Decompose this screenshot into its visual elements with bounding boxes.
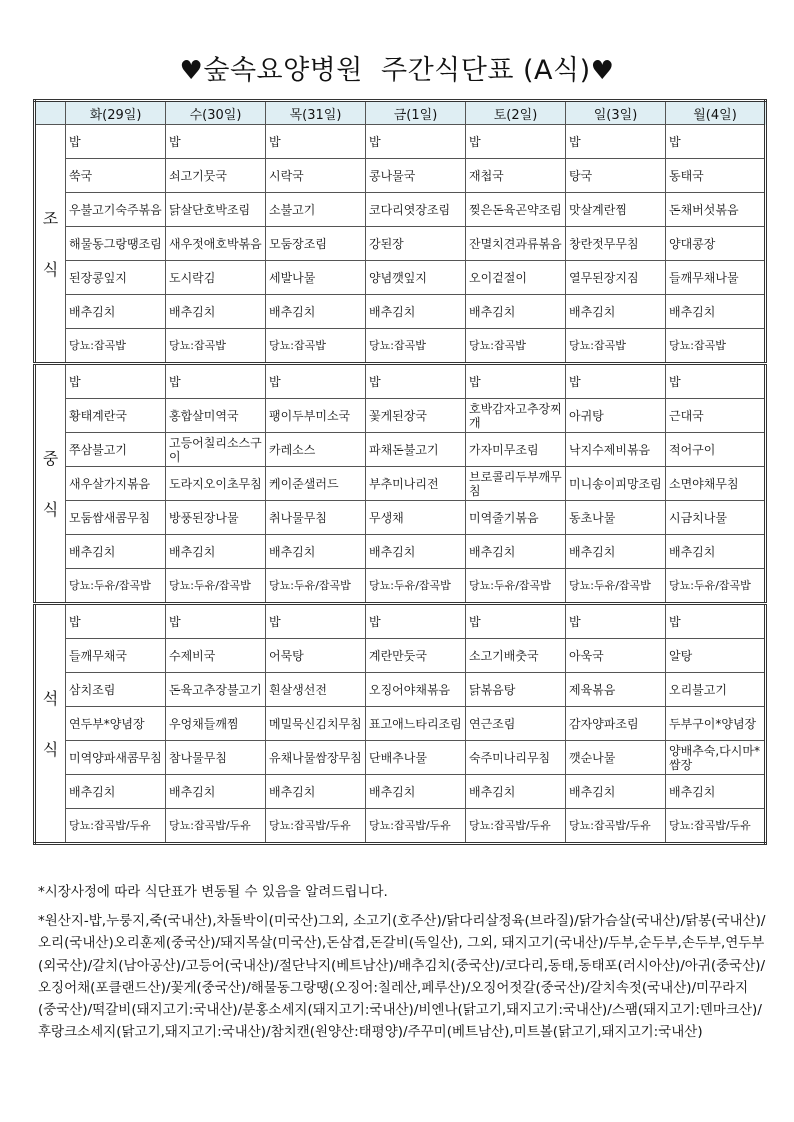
menu-cell: 연근조림 bbox=[466, 707, 566, 741]
menu-cell: 당뇨:잡곡밥/두유 bbox=[166, 809, 266, 844]
menu-cell: 수제비국 bbox=[166, 639, 266, 673]
menu-cell: 우불고기숙주볶음 bbox=[66, 193, 166, 227]
menu-body bbox=[35, 125, 766, 844]
menu-cell: 밥 bbox=[466, 125, 566, 159]
menu-cell: 돈채버섯볶음 bbox=[666, 193, 766, 227]
menu-cell: 밥 bbox=[666, 125, 766, 159]
menu-cell: 계란만둣국 bbox=[366, 639, 466, 673]
menu-cell: 잔멸치견과류볶음 bbox=[466, 227, 566, 261]
menu-cell: 당뇨:잡곡밥/두유 bbox=[366, 809, 466, 844]
menu-cell: 배추김치 bbox=[466, 535, 566, 569]
menu-cell: 미니송이피망조림 bbox=[566, 467, 666, 501]
menu-cell: 배추김치 bbox=[666, 535, 766, 569]
menu-cell: 깻순나물 bbox=[566, 741, 666, 775]
menu-row bbox=[35, 673, 766, 707]
menu-cell: 부추미나리전 bbox=[366, 467, 466, 501]
menu-cell: 당뇨:잡곡밥/두유 bbox=[466, 809, 566, 844]
menu-cell: 해물동그랑땡조림 bbox=[66, 227, 166, 261]
menu-cell: 삼치조림 bbox=[66, 673, 166, 707]
header-corner bbox=[35, 101, 66, 125]
menu-cell: 숙주미나리무침 bbox=[466, 741, 566, 775]
menu-cell: 적어구이 bbox=[666, 433, 766, 467]
meal-label-char: 조 bbox=[42, 208, 59, 228]
menu-row bbox=[35, 329, 766, 364]
menu-cell: 닭볶음탕 bbox=[466, 673, 566, 707]
menu-cell: 모둠쌈새콤무침 bbox=[66, 501, 166, 535]
meal-label-char: 석 bbox=[42, 688, 59, 708]
menu-cell: 파채돈불고기 bbox=[366, 433, 466, 467]
menu-cell: 세발나물 bbox=[266, 261, 366, 295]
menu-cell: 제육볶음 bbox=[566, 673, 666, 707]
menu-cell: 강된장 bbox=[366, 227, 466, 261]
menu-row bbox=[35, 159, 766, 193]
menu-cell: 카레소스 bbox=[266, 433, 366, 467]
menu-cell: 배추김치 bbox=[466, 775, 566, 809]
menu-cell: 밥 bbox=[566, 604, 666, 639]
menu-cell: 배추김치 bbox=[566, 775, 666, 809]
meal-label-char: 식 bbox=[42, 499, 59, 519]
menu-cell: 동초나물 bbox=[566, 501, 666, 535]
menu-cell: 우엉채들깨찜 bbox=[166, 707, 266, 741]
menu-cell: 고등어칠리소스구이 bbox=[166, 433, 266, 467]
menu-cell: 시금치나물 bbox=[666, 501, 766, 535]
menu-cell: 도라지오이초무침 bbox=[166, 467, 266, 501]
menu-cell: 밥 bbox=[66, 364, 166, 399]
heart-icon: ♥ bbox=[590, 56, 615, 86]
menu-cell: 배추김치 bbox=[366, 295, 466, 329]
menu-cell: 당뇨:잡곡밥 bbox=[466, 329, 566, 364]
menu-cell: 당뇨:두유/잡곡밥 bbox=[466, 569, 566, 604]
meal-label bbox=[35, 125, 66, 364]
menu-row bbox=[35, 569, 766, 604]
menu-cell: 밥 bbox=[366, 125, 466, 159]
menu-row bbox=[35, 261, 766, 295]
menu-cell: 배추김치 bbox=[166, 295, 266, 329]
menu-cell: 배추김치 bbox=[466, 295, 566, 329]
menu-cell: 당뇨:잡곡밥/두유 bbox=[66, 809, 166, 844]
menu-cell: 당뇨:잡곡밥/두유 bbox=[666, 809, 766, 844]
menu-cell: 미역양파새콤무침 bbox=[66, 741, 166, 775]
menu-cell: 시락국 bbox=[266, 159, 366, 193]
menu-cell: 흰살생선전 bbox=[266, 673, 366, 707]
menu-cell: 열무된장지짐 bbox=[566, 261, 666, 295]
menu-cell: 밥 bbox=[266, 125, 366, 159]
menu-row bbox=[35, 364, 766, 399]
menu-cell: 맛살계란찜 bbox=[566, 193, 666, 227]
menu-cell: 당뇨:두유/잡곡밥 bbox=[266, 569, 366, 604]
menu-cell: 밥 bbox=[566, 125, 666, 159]
menu-cell: 밥 bbox=[366, 364, 466, 399]
menu-cell: 콩나물국 bbox=[366, 159, 466, 193]
menu-row bbox=[35, 227, 766, 261]
menu-cell: 배추김치 bbox=[566, 535, 666, 569]
menu-cell: 당뇨:잡곡밥 bbox=[366, 329, 466, 364]
origin-text: *원산지-밥,누룽지,죽(국내산),차돌박이(미국산)그외, 소고기(호주산)/닭다리살정육(브라질)/닭가슴살(국내산)/닭봉(국내산)/오리(국내산)오리훈제(중국산)/돼지목살(미국산),돈삼겹,돈갈비(독일산), 그외, 돼지고기(국내산)/두부,순두부,손두부,연두부(외국산)/갈치(남아공산)/고등어(국내산)/절단낙지(베트남산)/배추김치(중국산)/코다리,동태,동태포(러시아산)/아귀(중국산)/오징어채(포클랜드산)/꽃게(중국산)/해물동그랑땡(오징어:칠레산,페루산)/오징어젓갈(중국산)/갈치속젓(국내산)/미꾸라지(중국산)/떡갈비(돼지고기:국내산)/분홍소세지(돼지고기:국내산)/비엔나(닭고기,돼지고기:국내산)/스팸(돼지고기:덴마크산)/후랑크소세지(닭고기,돼지고기:국내산)/참치캔(원양산:태평양)/주꾸미(베트남산),미트볼(닭고기,돼지고기:국내산) bbox=[38, 913, 766, 1041]
menu-cell: 꽃게된장국 bbox=[366, 399, 466, 433]
menu-cell: 당뇨:두유/잡곡밥 bbox=[566, 569, 666, 604]
menu-row bbox=[35, 707, 766, 741]
meal-label bbox=[35, 364, 66, 604]
menu-cell: 메밀묵신김치무침 bbox=[266, 707, 366, 741]
menu-cell: 배추김치 bbox=[666, 295, 766, 329]
menu-cell: 당뇨:잡곡밥 bbox=[666, 329, 766, 364]
menu-cell: 밥 bbox=[166, 604, 266, 639]
menu-cell: 당뇨:두유/잡곡밥 bbox=[666, 569, 766, 604]
menu-cell: 당뇨:두유/잡곡밥 bbox=[66, 569, 166, 604]
menu-cell: 아귀탕 bbox=[566, 399, 666, 433]
menu-cell: 재첩국 bbox=[466, 159, 566, 193]
menu-cell: 창란젓무무침 bbox=[566, 227, 666, 261]
menu-cell: 밥 bbox=[666, 364, 766, 399]
menu-cell: 참나물무침 bbox=[166, 741, 266, 775]
menu-cell: 배추김치 bbox=[66, 775, 166, 809]
menu-cell: 밥 bbox=[666, 604, 766, 639]
day-header: 토(2일) bbox=[466, 101, 566, 125]
menu-cell: 배추김치 bbox=[166, 535, 266, 569]
menu-cell: 당뇨:잡곡밥 bbox=[166, 329, 266, 364]
menu-cell: 새우젓애호박볶음 bbox=[166, 227, 266, 261]
title-text: 숲속요양병원 주간식단표 (A식) bbox=[203, 55, 591, 86]
menu-cell: 배추김치 bbox=[266, 775, 366, 809]
menu-cell: 알탕 bbox=[666, 639, 766, 673]
menu-cell: 밥 bbox=[266, 604, 366, 639]
menu-cell: 케이준샐러드 bbox=[266, 467, 366, 501]
menu-cell: 연두부*양념장 bbox=[66, 707, 166, 741]
menu-cell: 근대국 bbox=[666, 399, 766, 433]
menu-cell: 오징어야채볶음 bbox=[366, 673, 466, 707]
day-header: 일(3일) bbox=[566, 101, 666, 125]
menu-cell: 취나물무침 bbox=[266, 501, 366, 535]
menu-row bbox=[35, 295, 766, 329]
menu-row bbox=[35, 639, 766, 673]
menu-cell: 아욱국 bbox=[566, 639, 666, 673]
menu-cell: 두부구이*양념장 bbox=[666, 707, 766, 741]
menu-cell: 당뇨:잡곡밥 bbox=[566, 329, 666, 364]
day-header: 화(29일) bbox=[66, 101, 166, 125]
menu-cell: 배추김치 bbox=[66, 535, 166, 569]
menu-cell: 무생채 bbox=[366, 501, 466, 535]
heart-icon: ♥ bbox=[179, 56, 204, 86]
meal-label-char: 중 bbox=[42, 448, 59, 468]
menu-cell: 오리불고기 bbox=[666, 673, 766, 707]
meal-label-char: 식 bbox=[42, 259, 59, 279]
menu-cell: 밥 bbox=[366, 604, 466, 639]
menu-cell: 소고기배춧국 bbox=[466, 639, 566, 673]
menu-row bbox=[35, 741, 766, 775]
menu-cell: 팽이두부미소국 bbox=[266, 399, 366, 433]
menu-cell: 밥 bbox=[466, 364, 566, 399]
menu-cell: 코다리엿장조림 bbox=[366, 193, 466, 227]
menu-row bbox=[35, 125, 766, 159]
menu-cell: 감자양파조림 bbox=[566, 707, 666, 741]
menu-cell: 밥 bbox=[566, 364, 666, 399]
menu-cell: 당뇨:잡곡밥/두유 bbox=[266, 809, 366, 844]
menu-cell: 배추김치 bbox=[666, 775, 766, 809]
menu-cell: 양배추숙,다시마*쌈장 bbox=[666, 741, 766, 775]
menu-cell: 양대콩장 bbox=[666, 227, 766, 261]
menu-cell: 당뇨:잡곡밥 bbox=[66, 329, 166, 364]
menu-cell: 배추김치 bbox=[266, 535, 366, 569]
menu-cell: 밥 bbox=[166, 125, 266, 159]
menu-cell: 된장콩잎지 bbox=[66, 261, 166, 295]
menu-cell: 당뇨:두유/잡곡밥 bbox=[166, 569, 266, 604]
menu-cell: 들깨무채나물 bbox=[666, 261, 766, 295]
menu-cell: 쇠고기뭇국 bbox=[166, 159, 266, 193]
menu-cell: 당뇨:두유/잡곡밥 bbox=[366, 569, 466, 604]
menu-cell: 쑥국 bbox=[66, 159, 166, 193]
menu-cell: 닭살단호박조림 bbox=[166, 193, 266, 227]
meal-label bbox=[35, 604, 66, 844]
menu-cell: 탕국 bbox=[566, 159, 666, 193]
menu-cell: 오이겉절이 bbox=[466, 261, 566, 295]
menu-cell: 미역줄기볶음 bbox=[466, 501, 566, 535]
menu-cell: 당뇨:잡곡밥/두유 bbox=[566, 809, 666, 844]
menu-row bbox=[35, 809, 766, 844]
notice-text: *시장사정에 따라 식단표가 변동될 수 있음을 알려드립니다. bbox=[38, 884, 388, 900]
menu-row bbox=[35, 433, 766, 467]
notes bbox=[38, 880, 766, 1044]
menu-cell: 밥 bbox=[266, 364, 366, 399]
menu-cell: 방풍된장나물 bbox=[166, 501, 266, 535]
menu-cell: 황태계란국 bbox=[66, 399, 166, 433]
menu-cell: 도시락김 bbox=[166, 261, 266, 295]
menu-cell: 돈육고추장불고기 bbox=[166, 673, 266, 707]
menu-cell: 가자미무조림 bbox=[466, 433, 566, 467]
menu-cell: 새우살가지볶음 bbox=[66, 467, 166, 501]
menu-cell: 브로콜리두부깨무침 bbox=[466, 467, 566, 501]
menu-row bbox=[35, 535, 766, 569]
menu-cell: 모둠장조림 bbox=[266, 227, 366, 261]
menu-cell: 양념깻잎지 bbox=[366, 261, 466, 295]
weekly-menu-table bbox=[33, 99, 767, 845]
menu-row bbox=[35, 604, 766, 639]
menu-cell: 당뇨:잡곡밥 bbox=[266, 329, 366, 364]
menu-cell: 어묵탕 bbox=[266, 639, 366, 673]
menu-cell: 밥 bbox=[166, 364, 266, 399]
day-header: 수(30일) bbox=[166, 101, 266, 125]
menu-cell: 단배추나물 bbox=[366, 741, 466, 775]
menu-cell: 배추김치 bbox=[66, 295, 166, 329]
menu-cell: 배추김치 bbox=[266, 295, 366, 329]
menu-cell: 홍합살미역국 bbox=[166, 399, 266, 433]
menu-cell: 낙지수제비볶음 bbox=[566, 433, 666, 467]
menu-row bbox=[35, 399, 766, 433]
menu-cell: 배추김치 bbox=[366, 535, 466, 569]
menu-cell: 유채나물쌈장무침 bbox=[266, 741, 366, 775]
menu-row bbox=[35, 467, 766, 501]
menu-cell: 쭈삼불고기 bbox=[66, 433, 166, 467]
menu-cell: 표고애느타리조림 bbox=[366, 707, 466, 741]
menu-cell: 소불고기 bbox=[266, 193, 366, 227]
day-header: 목(31일) bbox=[266, 101, 366, 125]
day-header: 월(4일) bbox=[666, 101, 766, 125]
menu-row bbox=[35, 193, 766, 227]
page-title bbox=[0, 48, 794, 87]
menu-cell: 밥 bbox=[66, 604, 166, 639]
day-header-row bbox=[35, 101, 766, 125]
menu-cell: 배추김치 bbox=[166, 775, 266, 809]
menu-cell: 밥 bbox=[66, 125, 166, 159]
menu-cell: 동태국 bbox=[666, 159, 766, 193]
menu-cell: 밥 bbox=[466, 604, 566, 639]
menu-cell: 들깨무채국 bbox=[66, 639, 166, 673]
menu-cell: 배추김치 bbox=[366, 775, 466, 809]
meal-label-char: 식 bbox=[42, 739, 59, 759]
menu-row bbox=[35, 501, 766, 535]
menu-cell: 배추김치 bbox=[566, 295, 666, 329]
menu-row bbox=[35, 775, 766, 809]
menu-cell: 호박감자고추장찌개 bbox=[466, 399, 566, 433]
menu-cell: 찢은돈육곤약조림 bbox=[466, 193, 566, 227]
day-header: 금(1일) bbox=[366, 101, 466, 125]
menu-cell: 소면야채무침 bbox=[666, 467, 766, 501]
